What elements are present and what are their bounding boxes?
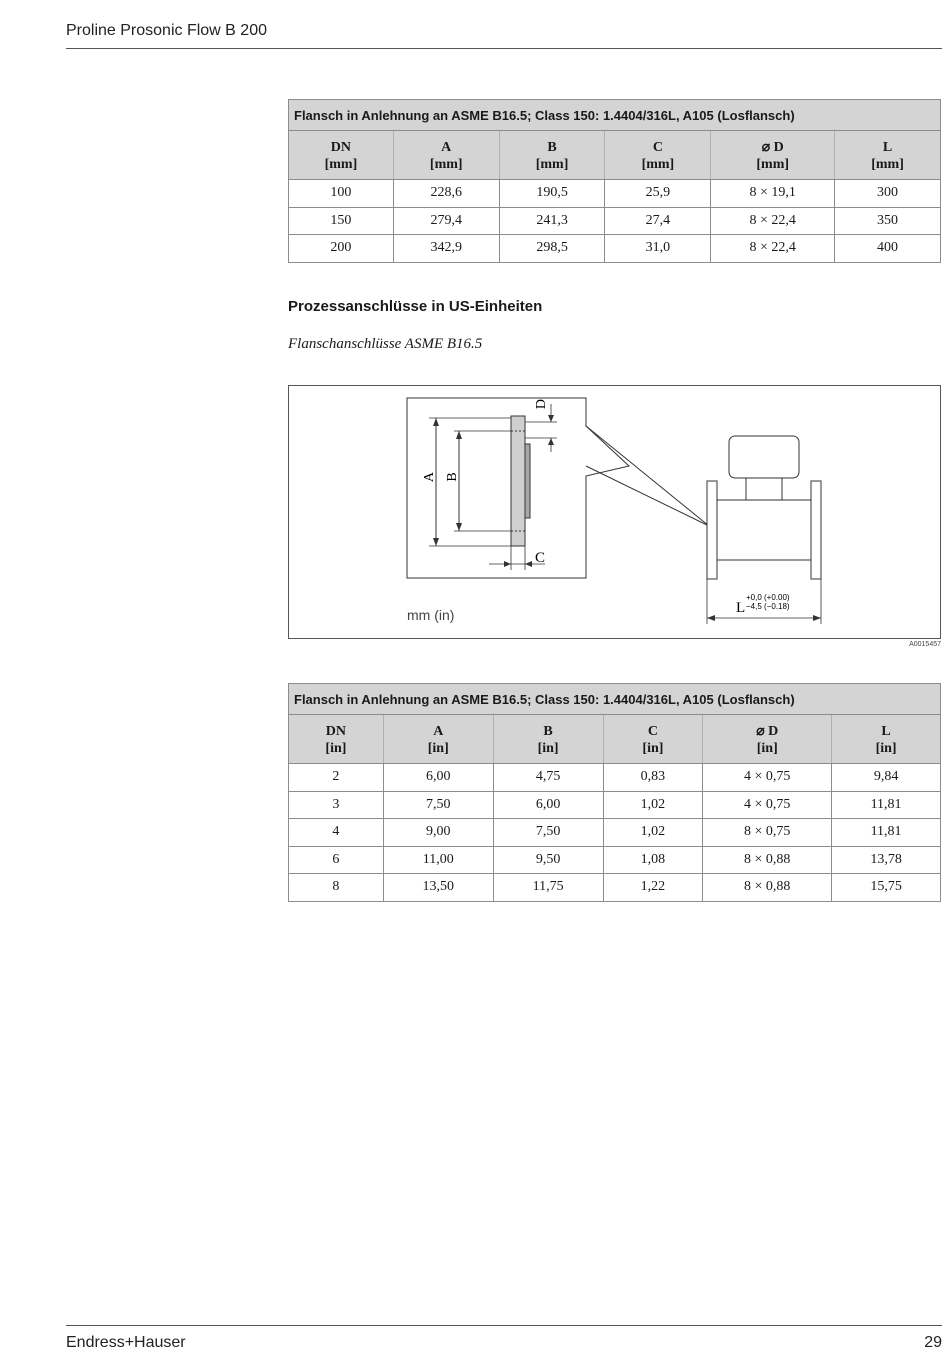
- cell-dn: 150: [289, 207, 394, 235]
- cell-l: 350: [835, 207, 941, 235]
- footer-divider: [66, 1325, 942, 1326]
- column-header-dn: DN [mm]: [289, 131, 394, 180]
- cell-b: 6,00: [493, 791, 603, 819]
- footer-brand: Endress+Hauser: [66, 1334, 186, 1351]
- cell-d: 4 × 0,75: [703, 764, 832, 792]
- column-header-d: ⌀ D [in]: [703, 715, 832, 764]
- cell-dn: 2: [289, 764, 384, 792]
- cell-c: 1,02: [603, 819, 703, 847]
- cell-l: 13,78: [832, 846, 941, 874]
- cell-a: 228,6: [393, 180, 499, 208]
- table-header-row: [289, 131, 941, 180]
- cell-b: 9,50: [493, 846, 603, 874]
- cell-b: 4,75: [493, 764, 603, 792]
- cell-a: 342,9: [393, 235, 499, 263]
- column-header-l: L [in]: [832, 715, 941, 764]
- table-row: [289, 874, 941, 902]
- dimension-b-label: B: [445, 472, 460, 482]
- flange-right: [811, 481, 821, 579]
- table-row: [289, 207, 941, 235]
- table-caption: Flansch in Anlehnung an ASME B16.5; Class 150: 1.4404/316L, A105 (Losflansch): [289, 684, 941, 715]
- tolerance-plus: +0,0 (+0.00): [746, 593, 790, 602]
- cell-l: 300: [835, 180, 941, 208]
- dimension-c-label: C: [535, 550, 546, 566]
- cell-l: 9,84: [832, 764, 941, 792]
- column-header-a: A [mm]: [393, 131, 499, 180]
- page-number: 29: [924, 1334, 942, 1351]
- cell-c: 31,0: [605, 235, 711, 263]
- table-caption: Flansch in Anlehnung an ASME B16.5; Class 150: 1.4404/316L, A105 (Losflansch): [289, 100, 941, 131]
- cell-c: 25,9: [605, 180, 711, 208]
- column-header-c: C [mm]: [605, 131, 711, 180]
- cell-b: 298,5: [499, 235, 605, 263]
- table-row: [289, 235, 941, 263]
- column-header-b: B [mm]: [499, 131, 605, 180]
- cell-c: 1,22: [603, 874, 703, 902]
- cell-b: 190,5: [499, 180, 605, 208]
- cell-dn: 8: [289, 874, 384, 902]
- cell-c: 27,4: [605, 207, 711, 235]
- flange-section: [511, 416, 525, 546]
- table-row: [289, 819, 941, 847]
- cell-dn: 100: [289, 180, 394, 208]
- cell-l: 15,75: [832, 874, 941, 902]
- table-header-row: [289, 715, 941, 764]
- table-row: [289, 764, 941, 792]
- dimension-a-label: A: [422, 471, 437, 483]
- column-header-b: B [in]: [493, 715, 603, 764]
- cell-a: 6,00: [383, 764, 493, 792]
- us-flange-table: [288, 683, 941, 902]
- units-label: mm (in): [407, 607, 455, 623]
- cell-l: 11,81: [832, 791, 941, 819]
- cell-a: 7,50: [383, 791, 493, 819]
- cell-d: 4 × 0,75: [703, 791, 832, 819]
- table-row: [289, 180, 941, 208]
- cell-dn: 4: [289, 819, 384, 847]
- column-header-a: A [in]: [383, 715, 493, 764]
- flange-dimension-figure: [288, 385, 941, 639]
- dimension-d-label: D: [534, 398, 549, 410]
- cell-a: 11,00: [383, 846, 493, 874]
- transmitter-head: [729, 436, 799, 478]
- table-row: [289, 791, 941, 819]
- cell-a: 279,4: [393, 207, 499, 235]
- tolerance-minus: −4,5 (−0.18): [746, 602, 790, 611]
- flange-drawing: [289, 386, 942, 640]
- header-divider: [66, 48, 942, 49]
- column-header-dn: DN [in]: [289, 715, 384, 764]
- cell-b: 11,75: [493, 874, 603, 902]
- cell-b: 7,50: [493, 819, 603, 847]
- sensor-tube: [717, 500, 811, 560]
- figure-caption: Flanschanschlüsse ASME B16.5: [288, 336, 483, 352]
- column-header-c: C [in]: [603, 715, 703, 764]
- page-header-title: Proline Prosonic Flow B 200: [66, 22, 267, 39]
- figure-id: A0015457: [909, 641, 941, 648]
- flange-left: [707, 481, 717, 579]
- cell-d: 8 × 0,88: [703, 874, 832, 902]
- cell-dn: 3: [289, 791, 384, 819]
- cell-l: 11,81: [832, 819, 941, 847]
- flange-hub: [525, 444, 530, 518]
- cell-l: 400: [835, 235, 941, 263]
- cell-d: 8 × 22,4: [711, 207, 835, 235]
- cell-c: 0,83: [603, 764, 703, 792]
- cell-d: 8 × 0,75: [703, 819, 832, 847]
- cell-d: 8 × 22,4: [711, 235, 835, 263]
- metric-flange-table: [288, 99, 941, 263]
- cell-c: 1,08: [603, 846, 703, 874]
- table-row: [289, 846, 941, 874]
- cell-dn: 6: [289, 846, 384, 874]
- cell-a: 13,50: [383, 874, 493, 902]
- cell-d: 8 × 19,1: [711, 180, 835, 208]
- transmitter-neck: [746, 478, 782, 500]
- column-header-l: L [mm]: [835, 131, 941, 180]
- column-header-d: ⌀ D [mm]: [711, 131, 835, 180]
- cell-d: 8 × 0,88: [703, 846, 832, 874]
- dimension-l-label: L: [736, 600, 746, 616]
- cell-dn: 200: [289, 235, 394, 263]
- section-heading: Prozessanschlüsse in US-Einheiten: [288, 298, 543, 315]
- cell-c: 1,02: [603, 791, 703, 819]
- cell-b: 241,3: [499, 207, 605, 235]
- cell-a: 9,00: [383, 819, 493, 847]
